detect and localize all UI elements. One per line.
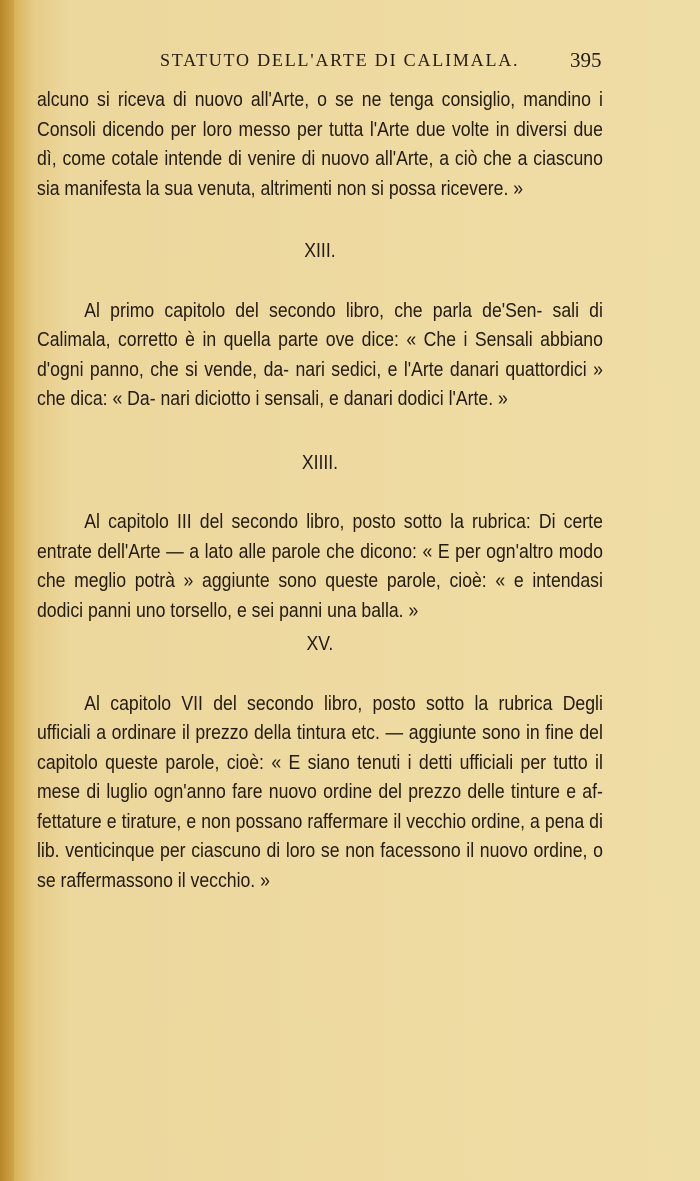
- text-line: Al primo capitolo del secondo libro, che parla de'Sen-: [84, 298, 543, 322]
- text-line: Al capitolo VII del secondo libro, posto sotto la rubrica: [84, 691, 553, 715]
- text-line: due volte in diversi due dì, come cotale intende di venire: [37, 117, 603, 170]
- text-block: [37, 85, 603, 895]
- text-line: Di certe entrate dell'Arte — a lato alle parole che dicono:: [37, 510, 603, 563]
- text-line: alcuno si riceva di nuovo all'Arte, o se ne tenga consiglio,: [37, 88, 516, 111]
- text-line: nari diciotto i sensali, e danari dodici l'Arte. »: [160, 387, 508, 410]
- text-line: queste parole, cioè: « e intendasi dodici panni uno torsello,: [37, 569, 603, 622]
- text-line: sua venuta, altrimenti non si possa ricevere. »: [164, 176, 524, 200]
- text-line: mandino i Consoli dicendo per loro messo per tutta l'Arte: [37, 88, 603, 141]
- text-line: Al capitolo III del secondo libro, posto sotto la rubrica:: [84, 510, 531, 533]
- text-line: vecchio. »: [190, 868, 270, 892]
- text-line: fettature e tirature, e non possano raffermare il vecchio: [37, 809, 467, 833]
- text-line: « E per ogn'altro modo che meglio potrà » aggiunte sono: [37, 539, 603, 592]
- text-line: ogn'anno fare nuovo ordine del prezzo delle tinture e af-: [153, 780, 603, 803]
- text-line: « Che i Sensali abbiano d'ogni panno, che si vende, da-: [37, 328, 603, 381]
- text-line: aggiunte sono in fine del capitolo queste parole, cioè:: [37, 721, 603, 774]
- section-paragraph-xv: [37, 689, 603, 896]
- text-line: ordine, a pena di lib. venticinque per ciascuno di loro se: [37, 809, 603, 862]
- section-paragraph-xiiii: [37, 507, 603, 625]
- text-line: e sei panni una balla. »: [236, 598, 419, 622]
- section-heading-xiiii: XIIII.: [301, 450, 339, 474]
- text-line: sali di Calimala, corretto è in quella parte ove dice:: [37, 298, 603, 351]
- continuation-paragraph: [37, 85, 603, 203]
- section-heading-xv: XV.: [306, 632, 334, 655]
- text-line: Degli ufficiali a ordinare il prezzo della tintura etc. —: [37, 691, 603, 744]
- running-head: [0, 50, 700, 78]
- section-heading-xiii: XIII.: [304, 239, 336, 262]
- text-line: di nuovo all'Arte, a ciò che a ciascuno sia manifesta la: [37, 147, 603, 200]
- page-gutter-shadow: [0, 0, 14, 1181]
- text-line: « E siano tenuti i detti ufficiali per tutto il mese di luglio: [37, 750, 603, 803]
- text-line: non facessono il nuovo ordine, o se raffermassono il: [37, 839, 603, 892]
- page-number: 395: [570, 48, 602, 72]
- running-title: STATUTO DELL'ARTE DI CALIMALA.: [160, 50, 520, 70]
- text-line: nari sedici, e l'Arte danari quattordici » che dica: « Da-: [37, 357, 603, 410]
- section-paragraph-xiii: [37, 296, 603, 414]
